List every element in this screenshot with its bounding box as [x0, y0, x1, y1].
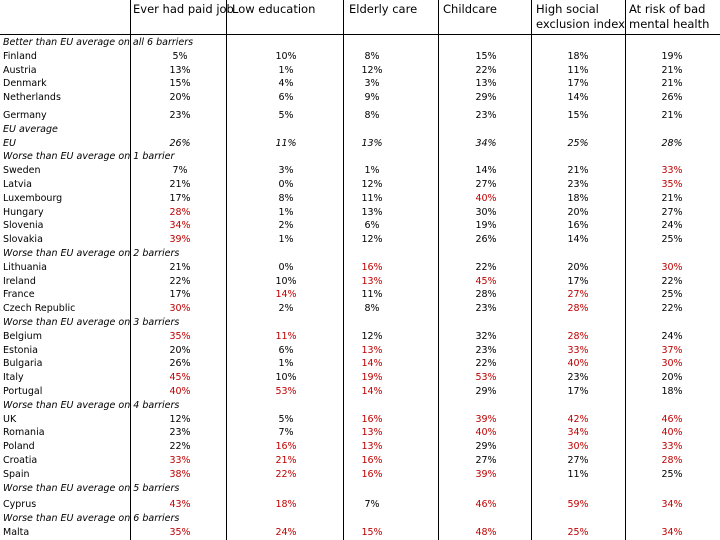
table-row	[0, 64, 720, 77]
value-cell: 0%	[278, 179, 294, 190]
table-row	[0, 344, 720, 357]
value-cell: 23%	[169, 110, 191, 121]
value-cell: 40%	[661, 427, 683, 439]
value-cell: 17%	[169, 192, 191, 204]
value-cell: 45%	[475, 275, 497, 287]
country-label: Belgium	[3, 330, 42, 342]
value-cell: 27%	[475, 179, 497, 190]
value-cell: 21%	[275, 455, 297, 466]
value-cell: 20%	[169, 92, 191, 104]
value-cell: 27%	[567, 455, 589, 466]
country-label: UK	[3, 413, 17, 425]
value-cell: 35%	[661, 179, 683, 190]
value-cell: 9%	[364, 92, 380, 104]
country-label: Austria	[3, 64, 37, 76]
value-cell: 14%	[361, 358, 383, 370]
value-cell: 24%	[661, 220, 683, 232]
value-cell: 20%	[169, 344, 191, 356]
value-cell: 33%	[661, 165, 683, 177]
header-divider	[0, 34, 720, 35]
table-row	[0, 233, 720, 246]
country-label: Poland	[3, 441, 35, 453]
value-cell: 2%	[278, 303, 294, 315]
value-cell: 11%	[275, 330, 297, 342]
value-cell: 25%	[661, 468, 683, 480]
value-cell: 22%	[275, 468, 297, 480]
table-row	[0, 371, 720, 384]
value-cell: 20%	[567, 206, 589, 218]
value-cell: 17%	[567, 78, 589, 90]
value-cell: 18%	[661, 386, 683, 397]
value-cell: 20%	[567, 261, 589, 273]
value-cell: 25%	[661, 289, 683, 301]
table-row	[0, 498, 720, 511]
value-cell: 8%	[364, 110, 380, 121]
value-cell: 17%	[567, 275, 589, 287]
value-cell: 39%	[475, 468, 497, 480]
value-cell: 34%	[661, 527, 683, 538]
value-cell: 16%	[361, 261, 383, 273]
table-row	[0, 50, 720, 63]
value-cell: 46%	[475, 499, 497, 511]
value-cell: 27%	[661, 206, 683, 218]
value-cell: 8%	[364, 50, 380, 62]
value-cell: 28%	[169, 206, 191, 218]
value-cell: 12%	[361, 64, 383, 76]
country-label: Sweden	[3, 165, 41, 177]
table-row	[0, 302, 720, 315]
value-cell: 21%	[567, 165, 589, 177]
value-cell: 53%	[475, 372, 497, 384]
value-cell: 46%	[661, 413, 683, 425]
value-cell: 21%	[661, 64, 683, 76]
value-cell: 13%	[475, 78, 497, 90]
value-cell: 13%	[361, 441, 383, 453]
value-cell: 13%	[361, 275, 383, 287]
value-cell: 10%	[275, 372, 297, 384]
table-row	[0, 426, 720, 439]
country-label: Romania	[3, 427, 45, 439]
header-mental-health-line1: At risk of bad	[629, 2, 706, 16]
value-cell: 1%	[278, 64, 294, 76]
value-cell: 12%	[361, 179, 383, 190]
value-cell: 40%	[475, 427, 497, 439]
table-row	[0, 454, 720, 467]
value-cell: 35%	[169, 330, 191, 342]
section-heading	[0, 399, 720, 412]
value-cell: 0%	[278, 261, 294, 273]
value-cell: 21%	[169, 261, 191, 273]
value-cell: 23%	[169, 427, 191, 439]
value-cell: 28%	[661, 455, 683, 466]
value-cell: 30%	[567, 441, 589, 453]
country-label: Denmark	[3, 78, 47, 90]
section-label: Better than EU average on all 6 barriers	[3, 37, 194, 48]
country-label: Lithuania	[3, 261, 48, 273]
value-cell: 14%	[361, 386, 383, 397]
value-cell: 22%	[475, 261, 497, 273]
value-cell: 16%	[275, 441, 297, 453]
value-cell: 2%	[278, 220, 294, 232]
header-social-exclusion-line1: High social	[536, 2, 599, 16]
country-label: Germany	[3, 110, 47, 121]
table-row	[0, 192, 720, 205]
header-low-education: Low education	[232, 2, 316, 16]
section-label: Worse than EU average on 6 barriers	[3, 513, 180, 525]
value-cell: 45%	[169, 372, 191, 384]
table-row	[0, 91, 720, 104]
value-cell: 26%	[169, 137, 191, 149]
table-row	[0, 206, 720, 219]
country-label: Luxembourg	[3, 192, 63, 204]
value-cell: 6%	[278, 344, 294, 356]
value-cell: 39%	[475, 413, 497, 425]
value-cell: 22%	[661, 303, 683, 315]
section-label: Worse than EU average on 2 barriers	[3, 248, 180, 259]
table-row	[0, 385, 720, 398]
country-label: Finland	[3, 50, 37, 62]
value-cell: 34%	[567, 427, 589, 439]
table-row	[0, 77, 720, 90]
value-cell: 26%	[169, 358, 191, 370]
table-row	[0, 468, 720, 481]
value-cell: 15%	[475, 50, 497, 62]
value-cell: 21%	[661, 110, 683, 121]
country-label: Hungary	[3, 206, 44, 218]
country-label: Latvia	[3, 179, 32, 190]
value-cell: 8%	[278, 192, 294, 204]
country-label: Netherlands	[3, 92, 61, 104]
value-cell: 24%	[661, 330, 683, 342]
section-heading	[0, 36, 720, 49]
value-cell: 10%	[275, 275, 297, 287]
table-row	[0, 261, 720, 274]
country-label: Malta	[3, 527, 30, 538]
value-cell: 5%	[278, 110, 294, 121]
value-cell: 15%	[567, 110, 589, 121]
value-cell: 16%	[361, 468, 383, 480]
country-label: Slovenia	[3, 220, 44, 232]
value-cell: 27%	[567, 289, 589, 301]
value-cell: 20%	[661, 372, 683, 384]
value-cell: 59%	[567, 499, 589, 511]
value-cell: 29%	[475, 441, 497, 453]
section-heading	[0, 123, 720, 136]
section-heading	[0, 150, 720, 163]
table-row	[0, 330, 720, 343]
value-cell: 11%	[567, 64, 589, 76]
value-cell: 5%	[278, 413, 294, 425]
country-label: Italy	[3, 372, 24, 384]
value-cell: 7%	[278, 427, 294, 439]
value-cell: 4%	[278, 78, 294, 90]
value-cell: 43%	[169, 499, 191, 511]
value-cell: 33%	[169, 455, 191, 466]
value-cell: 16%	[567, 220, 589, 232]
table-row	[0, 109, 720, 122]
value-cell: 1%	[278, 358, 294, 370]
value-cell: 28%	[567, 330, 589, 342]
value-cell: 34%	[475, 137, 497, 149]
value-cell: 40%	[567, 358, 589, 370]
value-cell: 17%	[567, 386, 589, 397]
section-heading	[0, 482, 720, 495]
value-cell: 28%	[567, 303, 589, 315]
value-cell: 21%	[661, 192, 683, 204]
value-cell: 15%	[361, 527, 383, 538]
country-label: EU	[3, 137, 16, 149]
value-cell: 17%	[169, 289, 191, 301]
table-row	[0, 440, 720, 453]
table-row	[0, 526, 720, 539]
value-cell: 1%	[278, 234, 294, 246]
country-label: France	[3, 289, 35, 301]
value-cell: 11%	[361, 192, 383, 204]
value-cell: 37%	[661, 344, 683, 356]
header-mental-health-line2: mental health	[629, 17, 710, 31]
value-cell: 21%	[169, 179, 191, 190]
value-cell: 6%	[278, 92, 294, 104]
value-cell: 25%	[567, 527, 589, 538]
section-label: EU average	[3, 123, 58, 135]
value-cell: 1%	[278, 206, 294, 218]
table-row	[0, 275, 720, 288]
value-cell: 40%	[169, 386, 191, 397]
value-cell: 5%	[172, 50, 188, 62]
value-cell: 22%	[169, 275, 191, 287]
value-cell: 23%	[567, 372, 589, 384]
value-cell: 6%	[364, 220, 380, 232]
table-row	[0, 288, 720, 301]
value-cell: 8%	[364, 303, 380, 315]
value-cell: 1%	[364, 165, 380, 177]
value-cell: 29%	[475, 92, 497, 104]
value-cell: 21%	[661, 78, 683, 90]
value-cell: 13%	[361, 206, 383, 218]
value-cell: 22%	[475, 64, 497, 76]
value-cell: 53%	[275, 386, 297, 397]
value-cell: 24%	[275, 527, 297, 538]
value-cell: 22%	[169, 441, 191, 453]
value-cell: 22%	[475, 358, 497, 370]
value-cell: 30%	[475, 206, 497, 218]
section-label: Worse than EU average on 4 barriers	[3, 399, 180, 411]
value-cell: 22%	[661, 275, 683, 287]
value-cell: 10%	[275, 50, 297, 62]
section-heading	[0, 316, 720, 329]
country-label: Bulgaria	[3, 358, 43, 370]
value-cell: 26%	[661, 92, 683, 104]
value-cell: 14%	[567, 92, 589, 104]
header-childcare: Childcare	[443, 2, 497, 16]
value-cell: 11%	[361, 289, 383, 301]
value-cell: 19%	[475, 220, 497, 232]
value-cell: 13%	[169, 64, 191, 76]
country-label: Cyprus	[3, 499, 37, 511]
country-label: Czech Republic	[3, 303, 76, 315]
value-cell: 23%	[567, 179, 589, 190]
value-cell: 30%	[661, 358, 683, 370]
country-label: Portugal	[3, 386, 43, 397]
value-cell: 19%	[361, 372, 383, 384]
value-cell: 25%	[661, 234, 683, 246]
value-cell: 32%	[475, 330, 497, 342]
value-cell: 34%	[169, 220, 191, 232]
value-cell: 12%	[361, 330, 383, 342]
value-cell: 14%	[567, 234, 589, 246]
value-cell: 28%	[661, 137, 683, 149]
value-cell: 3%	[364, 78, 380, 90]
section-heading	[0, 247, 720, 260]
value-cell: 18%	[567, 192, 589, 204]
value-cell: 11%	[275, 137, 297, 149]
value-cell: 25%	[567, 137, 589, 149]
value-cell: 3%	[278, 165, 294, 177]
value-cell: 13%	[361, 137, 383, 149]
table-row	[0, 164, 720, 177]
country-label: Estonia	[3, 344, 38, 356]
value-cell: 40%	[475, 192, 497, 204]
value-cell: 13%	[361, 427, 383, 439]
section-heading	[0, 512, 720, 525]
value-cell: 38%	[169, 468, 191, 480]
header-social-exclusion-line2: exclusion index	[536, 17, 625, 31]
value-cell: 34%	[661, 499, 683, 511]
value-cell: 48%	[475, 527, 497, 538]
value-cell: 23%	[475, 110, 497, 121]
value-cell: 42%	[567, 413, 589, 425]
country-label: Slovakia	[3, 234, 43, 246]
header-elderly-care: Elderly care	[349, 2, 418, 16]
value-cell: 12%	[361, 234, 383, 246]
value-cell: 33%	[567, 344, 589, 356]
value-cell: 30%	[661, 261, 683, 273]
value-cell: 33%	[661, 441, 683, 453]
value-cell: 16%	[361, 455, 383, 466]
value-cell: 14%	[475, 165, 497, 177]
section-label: Worse than EU average on 3 barriers	[3, 317, 180, 328]
value-cell: 16%	[361, 413, 383, 425]
value-cell: 27%	[475, 455, 497, 466]
value-cell: 19%	[661, 50, 683, 62]
table-row	[0, 357, 720, 370]
section-label: Worse than EU average on 5 barriers	[3, 482, 180, 494]
table-row	[0, 219, 720, 232]
value-cell: 35%	[169, 527, 191, 538]
value-cell: 23%	[475, 303, 497, 315]
value-cell: 39%	[169, 234, 191, 246]
value-cell: 26%	[475, 234, 497, 246]
value-cell: 28%	[475, 289, 497, 301]
table-row	[0, 413, 720, 426]
value-cell: 15%	[169, 78, 191, 90]
value-cell: 14%	[275, 289, 297, 301]
section-label: Worse than EU average on 1 barrier	[3, 151, 175, 163]
value-cell: 11%	[567, 468, 589, 480]
value-cell: 23%	[475, 344, 497, 356]
eu-average-row	[0, 137, 720, 150]
country-label: Spain	[3, 468, 30, 480]
value-cell: 7%	[364, 499, 380, 511]
value-cell: 18%	[275, 499, 297, 511]
country-label: Ireland	[3, 275, 36, 287]
value-cell: 12%	[169, 413, 191, 425]
country-label: Croatia	[3, 455, 38, 466]
value-cell: 7%	[172, 165, 188, 177]
value-cell: 13%	[361, 344, 383, 356]
value-cell: 18%	[567, 50, 589, 62]
value-cell: 29%	[475, 386, 497, 397]
value-cell: 30%	[169, 303, 191, 315]
header-paid-job: Ever had paid job	[133, 2, 234, 16]
table-row	[0, 178, 720, 191]
